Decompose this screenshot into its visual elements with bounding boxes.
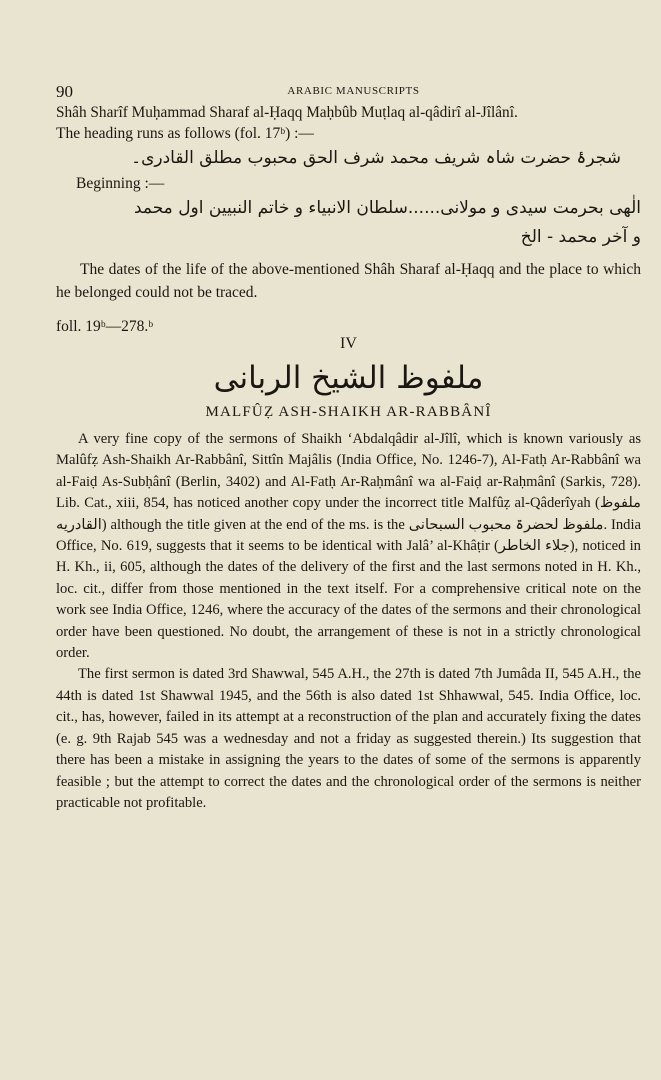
beginning-arabic-line-1: الٰهی بحرمت سیدی و مولانی......سلطان الانبیاء و خاتم النبیین اول محمد <box>133 198 641 218</box>
beginning-label: Beginning :— <box>76 175 165 192</box>
intro-section <box>56 102 641 304</box>
entry-number: IV <box>340 335 357 352</box>
entry-title-latin: MALFÛẒ ASH-SHAIKH AR-RABBÂNÎ <box>205 404 492 420</box>
heading-arabic: شجرۂ حضرت شاہ شریف محمد شرف الحق محبوب مطلق القادری۔ <box>131 148 621 168</box>
heading-intro-line: The heading runs as follows (fol. 17ᵇ) :— <box>56 125 314 142</box>
author-line: Shâh Sharîf Muḥammad Sharaf al-Ḥaqq Maḥbûb Muṭlaq al-qâdirî al-Jîlânî. <box>56 104 518 121</box>
entry-title-arabic: ملفوظ الشیخ الربانی <box>213 360 484 396</box>
running-head <box>56 76 641 102</box>
description-paragraph-2: The first sermon is dated 3rd Shawwal, 545 A.H., the 27th is dated 7th Jumâda II, 545 A.H., the 44th is dated 1st Shawwal 1945, and the 56th is also dated 1st Shhawwal, 545. India Office, loc. cit., has, however, failed in its attempt at a reconstruction of the plan and accurately fixing the dates (e. g. 9th Rajab 545 was a wednesday and not a friday as suggested therein.) Its suggestion that there has been a mistake in assigning the years to the dates of some of the sermons is apparently feasible ; but the attempt to correct the dates and the chronological order of the sermons is neither practicable not profitable. <box>56 666 641 811</box>
beginning-arabic-line-2: و آخر محمد - الخ <box>520 227 641 247</box>
description-paragraph-1: A very fine copy of the sermons of Shaikh ‘Abdalqâdir al-Jîlî, which is known variously as Malûfẓ Ash-Shaikh Ar-Rabbânî, Sittîn Majâlis (India Office, No. 1246-7), Al-Fatḥ Ar-Rabbânî wa al-Faiḍ As-Subḥânî (Berlin, 3402) and Al-Fatḥ Ar-Raḥmânî wa al-Faiḍ ar-Raḥmânî (Sarkis, 728). Lib. Cat., xiii, 854, has noticed another copy under the incorrect title Malfûẓ al-Qâderîyah (ملفوظ القادریه) although the title given at the end of the ms. is the ملفوظ لحضرۃ محبوب السبحانی. India Office, No. 619, suggests that it seems to be identical with Jalâ’ al-Khâṭir (جلاء الخاطر), noticed in H. Kh., ii, 605, although the dates of the delivery of the first and the last sermons noted in H. Kh., loc. cit., differ from those mentioned in the text itself. For a comprehensive critical note on the work see India Office, 1246, where the accuracy of the dates of the sermons and their chronological order have been questioned. No doubt, the arrangement of these is not in a strictly chronological order. <box>56 431 641 662</box>
entry-section <box>56 316 641 814</box>
header-title: ARABIC MANUSCRIPTS <box>287 85 420 97</box>
page-number: 90 <box>56 82 73 101</box>
folio-range: foll. 19ᵇ—278.ᵇ <box>56 318 153 335</box>
dates-note: The dates of the life of the above-mentioned Shâh Sharaf al-Ḥaqq and the place to which he belonged could not be traced. <box>56 261 641 301</box>
entry-body <box>56 429 641 814</box>
